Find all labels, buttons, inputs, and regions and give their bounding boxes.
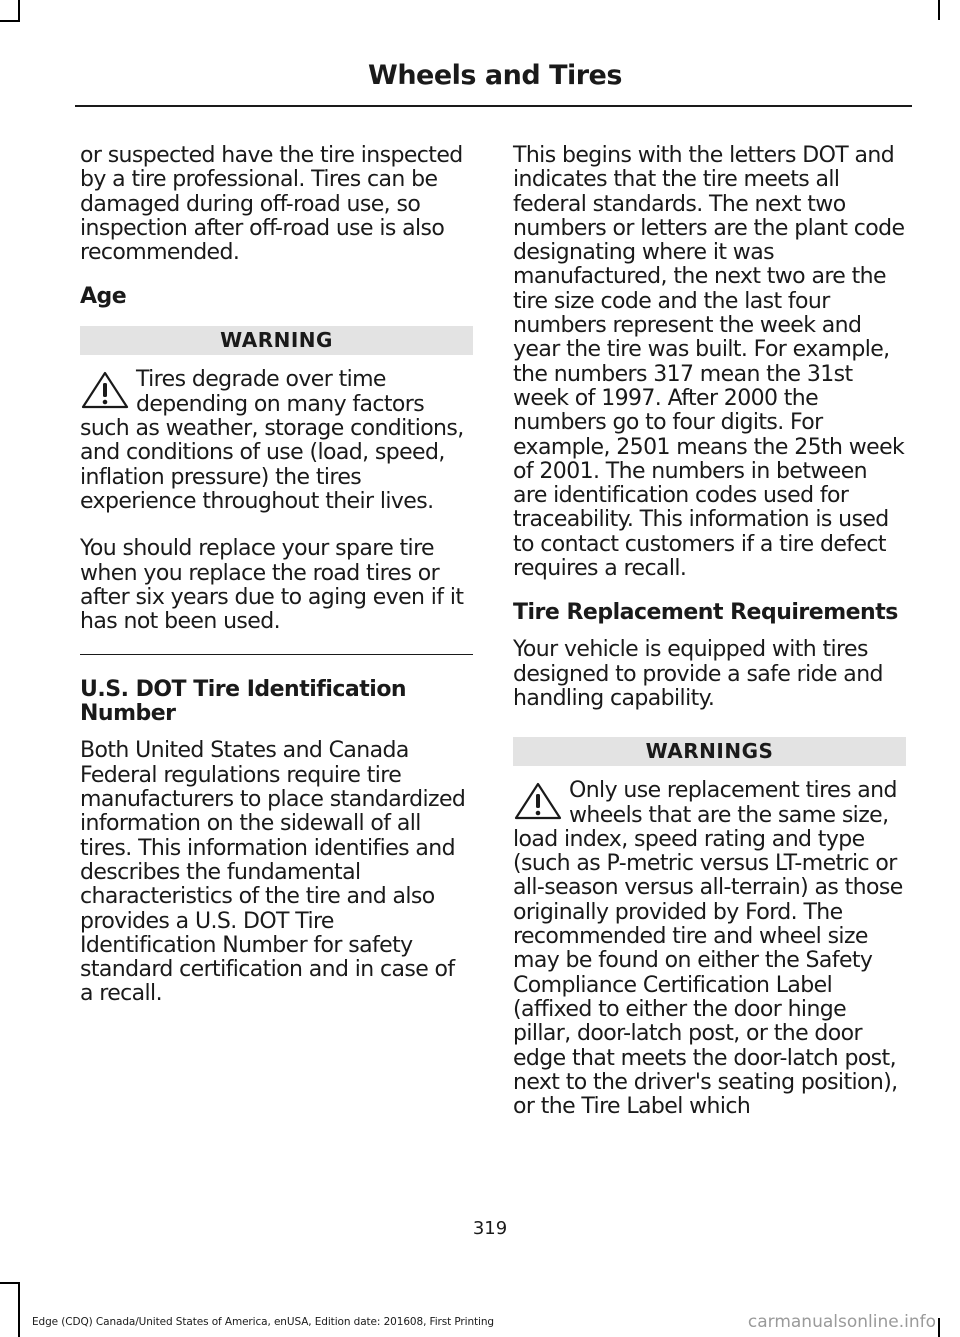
crop-mark-bottom-left-h (0, 1282, 20, 1284)
watermark: carmanualsonline.info (747, 1312, 936, 1332)
crop-mark-bottom-right (938, 1318, 940, 1337)
crop-mark-top-right (938, 0, 940, 20)
crop-mark-bottom-left (18, 1282, 20, 1337)
page-number: 319 (472, 1218, 508, 1239)
intro-paragraph: or suspected have the tire inspected by a tire professional. Tires can be damaged during off-road use, so inspection after off-road use is also recommended. (80, 143, 463, 266)
footer-edition-text: Edge (CDQ) Canada/United States of America, enUSA, Edition date: 201608, First Printing (32, 1316, 494, 1328)
warning-block (80, 368, 473, 514)
crop-mark-top-left-h (0, 20, 20, 22)
section-divider (80, 654, 473, 655)
right-column (513, 144, 906, 1142)
age-heading: Age (80, 284, 127, 310)
replacement-heading: Tire Replacement Requirements (513, 600, 898, 626)
warnings-block (513, 779, 906, 1119)
warning-triangle-icon (80, 370, 130, 410)
warning-text: Tires degrade over time depending on many factors such as weather, storage conditions, and conditions of use (load, speed, inflation pressure) the tires experience throughout their lives. (80, 367, 464, 514)
dot-paragraph: Both United States and Canada Federal regulations require tire manufacturers to place standardized information on the sidewall of all tires. This information identifies and describes the fundamental characteristics of the tire and also provides a U.S. DOT Tire Identification Number for safety standard certification and in case of a recall. (80, 738, 466, 1007)
page-title: Wheels and Tires (368, 60, 622, 91)
dot-heading: U.S. DOT Tire Identification Number (80, 677, 407, 727)
warning-triangle-icon (513, 781, 563, 821)
dot-detail-paragraph: This begins with the letters DOT and indicates that the tire meets all federal standards. The next two numbers or letters are the plant code designating where it was manufactured, the next two are the tire size code and the last four numbers represent the week and year the tire was built. For example, the numbers 317 mean the 31st week of 1997. After 2000 the numbers go to four digits. For example, 2501 means the 25th week of 2001. The numbers in between are identification codes used for traceability. This information is used to contact customers if a tire defect requires a recall. (513, 143, 905, 582)
replacement-paragraph: Your vehicle is equipped with tires designed to provide a safe ride and handling capability. (513, 637, 883, 711)
header-rule (75, 105, 912, 107)
left-column (80, 144, 473, 1027)
warning-banner: WARNING (80, 326, 473, 355)
warnings-text: Only use replacement tires and wheels that are the same size, load index, speed rating and type (such as P-metric versus LT-metric or all-season versus all-terrain) as those originally provided by Ford. The recommended tire and wheel size may be found on either the Safety Compliance Certification Label (affixed to either the door hinge pillar, door-latch post, or the door edge that meets the door-latch post, next to the driver's seating position), or the Tire Label which (513, 778, 903, 1120)
spare-tire-paragraph: You should replace your spare tire when you replace the road tires or after six years due to aging even if it has not been used. (80, 536, 464, 635)
warnings-banner: WARNINGS (513, 737, 906, 766)
crop-mark-top-left (18, 0, 20, 22)
